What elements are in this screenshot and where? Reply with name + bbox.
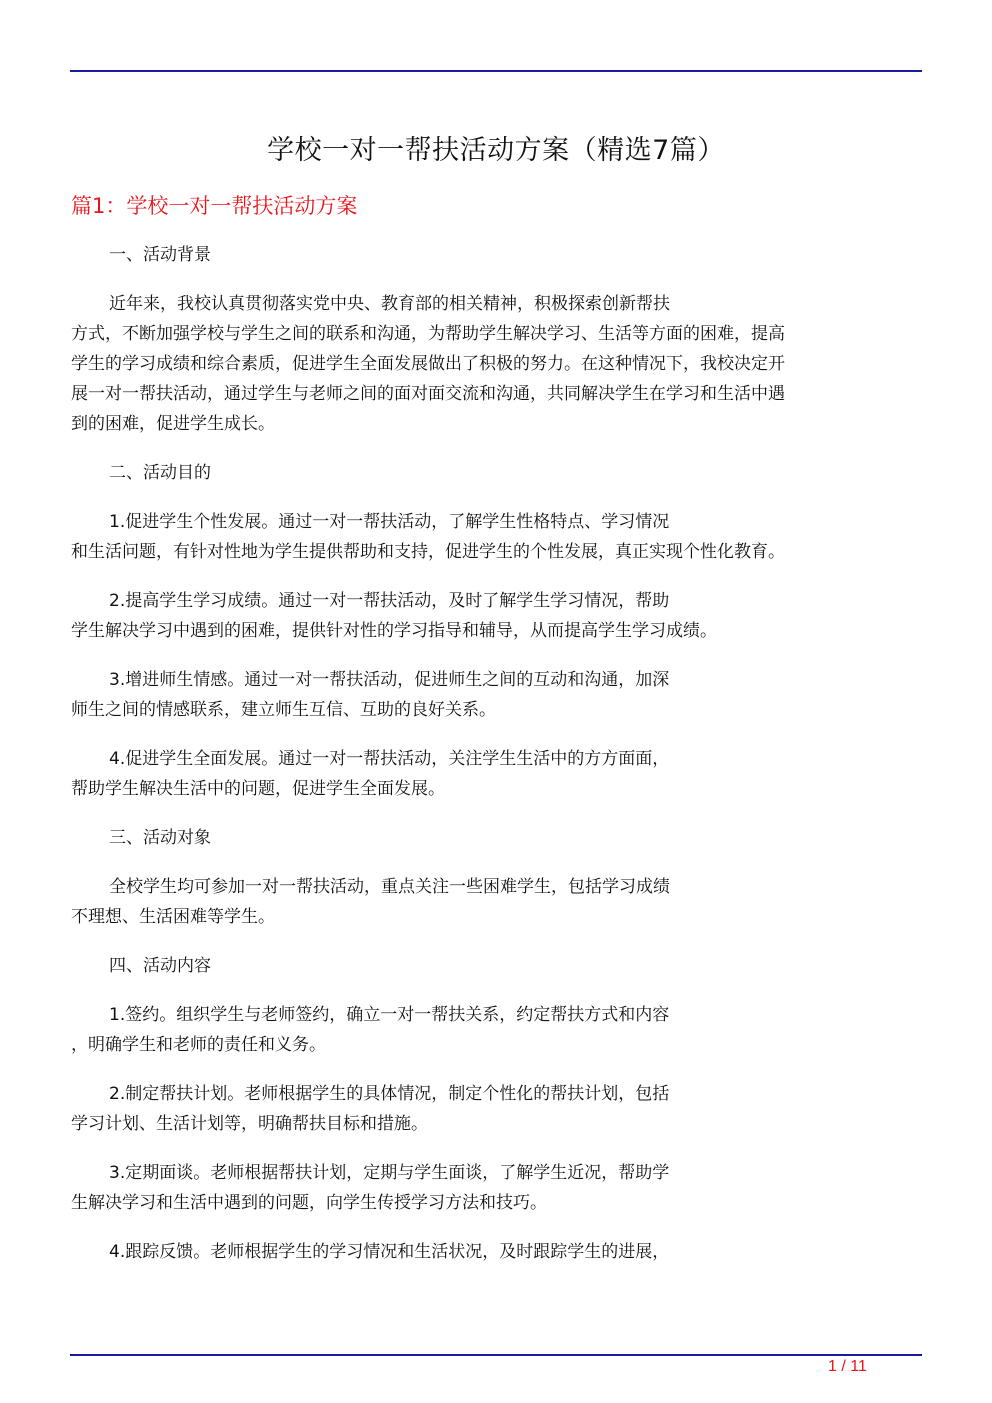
goal-item-2: 2.提高学生学习成绩。通过一对一帮扶活动，及时了解学生学习情况，帮助 学生解决学习中遇到的困难，提供针对性的学习指导和辅导，从而提高学生学习成绩。 — [71, 591, 717, 641]
heading-background: 一、活动背景 — [109, 245, 211, 265]
content-item-1: 1.签约。组织学生与老师签约，确立一对一帮扶关系，约定帮扶方式和内容 ，明确学生和老师的责任和义务。 — [71, 1005, 670, 1055]
paragraph-target: 全校学生均可参加一对一帮扶活动，重点关注一些困难学生，包括学习成绩 不理想、生活困难等学生。 — [71, 877, 670, 927]
goal-item-4: 4.促进学生全面发展。通过一对一帮扶活动，关注学生生活中的方方面面， 帮助学生解决生活中的问题，促进学生全面发展。 — [71, 749, 670, 799]
paragraph-background: 近年来，我校认真贯彻落实党中央、教育部的相关精神，积极探索创新帮扶 方式，不断加强学校与学生之间的联系和沟通，为帮助学生解决学习、生活等方面的困难，提高 学生的学习成绩和综合素质，促进学生全面发展做出了积极的努力。在这种情况下，我校决定开 展一对一帮扶活动，通过学生与老师之间的面对面交流和沟通，共同解决学生在学习和生活中遇 到的困难，促进学生成长。 — [71, 294, 785, 434]
heading-content: 四、活动内容 — [109, 956, 211, 976]
content-item-4: 4.跟踪反馈。老师根据学生的学习情况和生活状况，及时跟踪学生的进展， — [109, 1242, 670, 1262]
goal-item-3: 3.增进师生情感。通过一对一帮扶活动，促进师生之间的互动和沟通，加深 师生之间的情感联系，建立师生互信、互助的良好关系。 — [71, 670, 670, 720]
section-title: 篇1：学校一对一帮扶活动方案 — [71, 194, 358, 218]
header-rule — [70, 70, 922, 72]
heading-goals: 二、活动目的 — [109, 463, 211, 483]
document-title: 学校一对一帮扶活动方案（精选7篇） — [267, 135, 725, 166]
content-item-3: 3.定期面谈。老师根据帮扶计划，定期与学生面谈，了解学生近况，帮助学 生解决学习和生活中遇到的问题，向学生传授学习方法和技巧。 — [71, 1163, 670, 1213]
document-body — [71, 240, 916, 1286]
heading-target: 三、活动对象 — [109, 828, 211, 848]
content-item-2: 2.制定帮扶计划。老师根据学生的具体情况，制定个性化的帮扶计划，包括 学习计划、生活计划等，明确帮扶目标和措施。 — [71, 1084, 670, 1134]
footer-rule — [70, 1354, 922, 1356]
goal-item-1: 1.促进学生个性发展。通过一对一帮扶活动，了解学生性格特点、学习情况 和生活问题，有针对性地为学生提供帮助和支持，促进学生的个性发展，真正实现个性化教育。 — [71, 512, 785, 562]
page-number: 1 / 11 — [828, 1358, 867, 1375]
